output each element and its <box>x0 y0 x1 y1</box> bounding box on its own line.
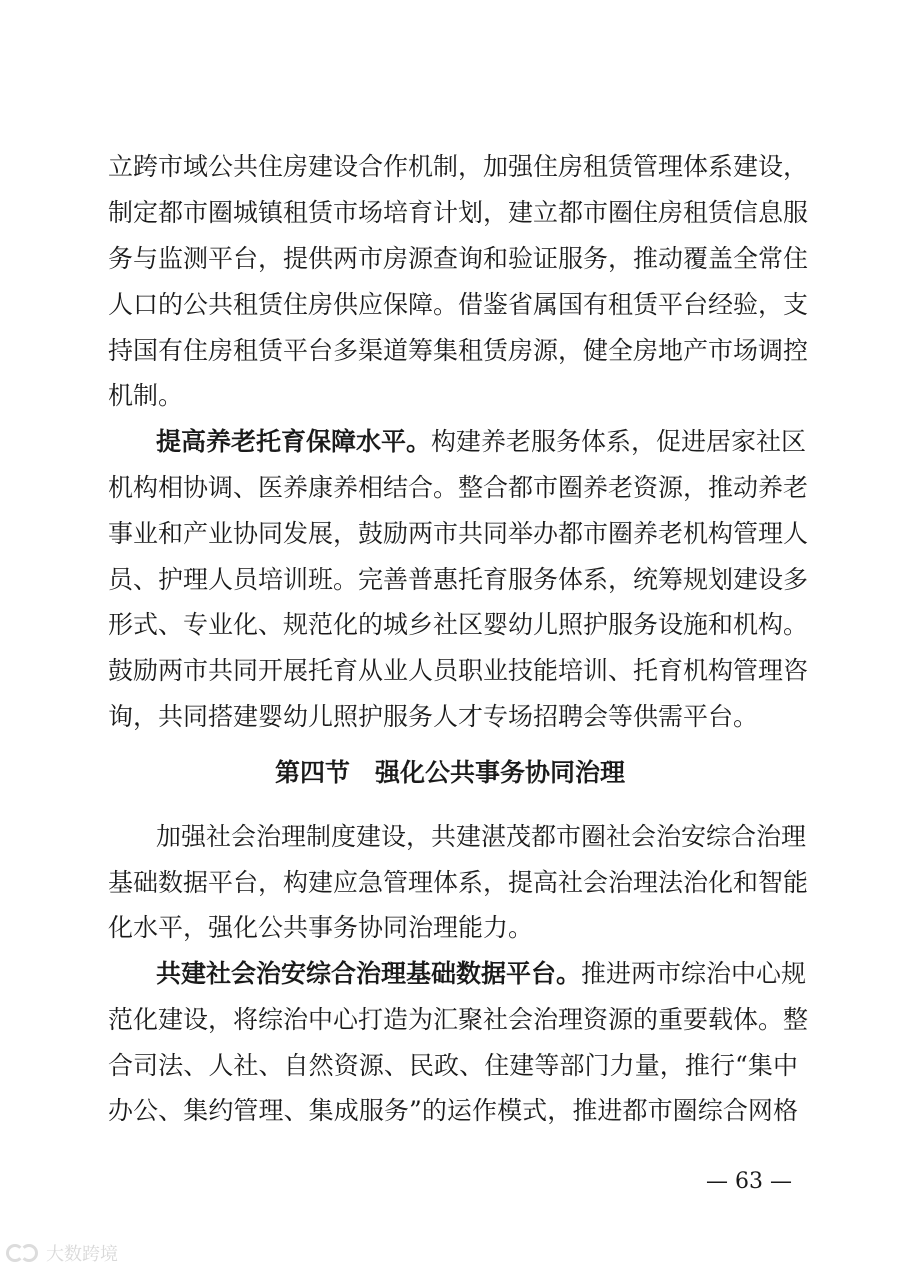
paragraph-line: 人口的公共租赁住房供应保障。借鉴省属国有租赁平台经验，支 <box>108 290 809 319</box>
paragraph-first-line <box>156 959 807 989</box>
paragraph-lead-heading: 共建社会治安综合治理基础数据平台。 <box>156 959 582 988</box>
paragraph-line: 机制。 <box>108 381 184 410</box>
paragraph-line: 形式、专业化、规范化的城乡社区婴幼儿照护服务设施和机构。 <box>108 610 809 639</box>
paragraph-line: 立跨市域公共住房建设合作机制，加强住房租赁管理体系建设， <box>108 152 809 181</box>
watermark-text: 大数跨境 <box>46 1244 118 1265</box>
paragraph-line: 询，共同搭建婴幼儿照护服务人才专场招聘会等供需平台。 <box>108 702 759 731</box>
paragraph-line: 鼓励两市共同开展托育从业人员职业技能培训、托育机构管理咨 <box>108 656 809 685</box>
paragraph-line: 员、护理人员培训班。完善普惠托育服务体系，统筹规划建设多 <box>108 565 809 594</box>
paragraph-line: 基础数据平台，构建应急管理体系，提高社会治理法治化和智能 <box>108 868 809 897</box>
paragraph-text: 构建养老服务体系，促进居家社区 <box>431 427 807 456</box>
paragraph-text: 推进两市综治中心规 <box>581 959 807 988</box>
paragraph-line: 范化建设，将综治中心打造为汇聚社会治理资源的重要载体。整 <box>108 1005 809 1034</box>
paragraph-line: 事业和产业协同发展，鼓励两市共同举办都市圈养老机构管理人 <box>108 519 809 548</box>
paragraph-line: 化水平，强化公共事务协同治理能力。 <box>108 913 534 942</box>
paragraph-first-line <box>156 427 807 457</box>
paragraph-first-line: 加强社会治理制度建设，共建湛茂都市圈社会治安综合治理 <box>156 822 807 851</box>
paragraph-line: 持国有住房租赁平台多渠道筹集租赁房源，健全房地产市场调控 <box>108 336 809 365</box>
brand-logo-icon <box>6 1242 40 1264</box>
paragraph-lead-heading: 提高养老托育保障水平。 <box>156 427 432 456</box>
page-number: — 63 — <box>706 1169 792 1194</box>
watermark <box>6 1238 118 1268</box>
paragraph-line: 合司法、人社、自然资源、民政、住建等部门力量，推行“集中 <box>108 1051 798 1080</box>
paragraph-line: 制定都市圈城镇租赁市场培育计划，建立都市圈住房租赁信息服 <box>108 198 809 227</box>
paragraph-line: 务与监测平台，提供两市房源查询和验证服务，推动覆盖全常住 <box>108 244 809 273</box>
section-heading: 第四节 强化公共事务协同治理 <box>274 758 625 787</box>
paragraph-line: 机构相协调、医养康养相结合。整合都市圈养老资源，推动养老 <box>108 473 809 502</box>
paragraph-line: 办公、集约管理、集成服务”的运作模式，推进都市圈综合网格 <box>108 1096 798 1125</box>
